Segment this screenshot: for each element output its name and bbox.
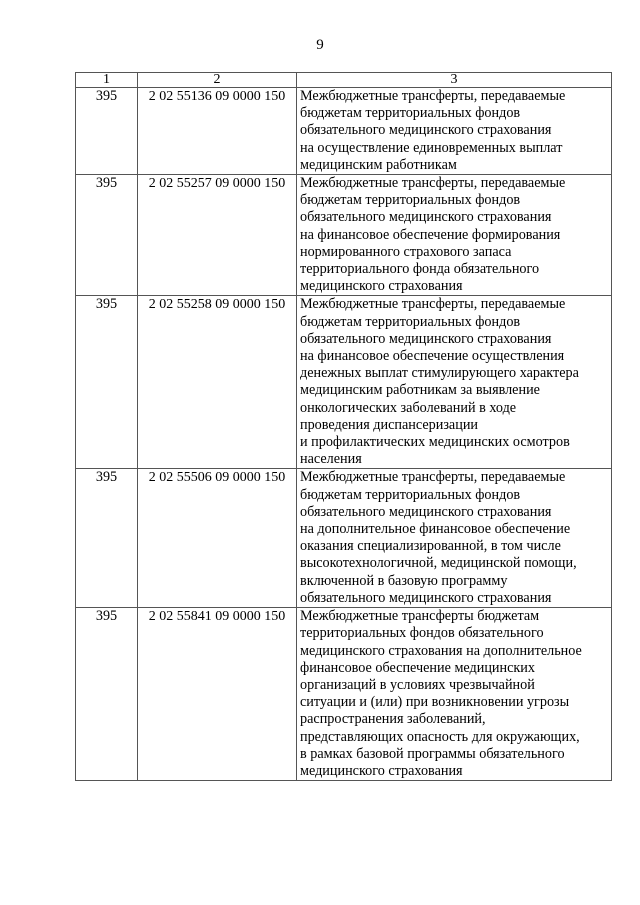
description-line: бюджетам территориальных фондов [300,105,521,122]
description-line: территориальных фондов обязательного [300,625,544,642]
admin-code-cell: 395 [76,296,138,469]
description-line: обязательного медицинского страхования [300,330,552,347]
column-header-3: 3 [297,73,612,88]
description-line: проведения диспансеризации [300,416,479,433]
description-line: обязательного медицинского страхования [300,503,552,520]
description-cell [297,175,612,296]
description-line: организаций в условиях чрезвычайной [300,676,535,693]
description-line: представляющих опасность для окружающих, [300,728,580,745]
admin-code-cell: 395 [76,469,138,608]
description-line: медицинского страхования [300,762,463,779]
table-row [76,88,612,175]
description-line: обязательного медицинского страхования [300,589,552,606]
description-line: бюджетам территориальных фондов [300,486,521,503]
description-line: медицинским работникам [300,156,457,173]
description-line: на осуществление единовременных выплат [300,139,563,156]
description-line: Межбюджетные трансферты, передаваемые [300,88,566,104]
description-line: денежных выплат стимулирующего характера [300,365,579,382]
description-line: Межбюджетные трансферты, передаваемые [300,296,566,313]
description-line: Межбюджетные трансферты, передаваемые [300,175,566,192]
table-body [76,88,612,781]
description-line: и профилактических медицинских осмотров [300,434,570,451]
description-line: оказания специализированной, в том числе [300,538,561,555]
description-line: финансовое обеспечение медицинских [300,659,535,676]
description-line: на финансовое обеспечение формирования [300,226,561,243]
description-line: на финансовое обеспечение осуществления [300,348,565,365]
budget-code-cell: 2 02 55136 09 0000 150 [138,88,297,175]
table-header-row [76,73,612,88]
description-line: Межбюджетные трансферты, передаваемые [300,469,566,486]
description-line: ситуации и (или) при возникновении угрозы [300,694,570,711]
description-line: в рамках базовой программы обязательного [300,745,565,762]
admin-code-cell: 395 [76,88,138,175]
admin-code-cell: 395 [76,608,138,781]
column-header-1: 1 [76,73,138,88]
description-line: медицинского страхования на дополнительное [300,642,582,659]
description-line: включенной в базовую программу [300,572,508,589]
admin-code-cell: 395 [76,175,138,296]
description-cell [297,469,612,608]
description-line: медицинского страхования [300,278,463,295]
budget-code-cell: 2 02 55258 09 0000 150 [138,296,297,469]
description-line: бюджетам территориальных фондов [300,192,521,209]
description-line: онкологических заболеваний в ходе [300,399,517,416]
description-cell [297,296,612,469]
budget-code-cell: 2 02 55841 09 0000 150 [138,608,297,781]
table-row [76,296,612,469]
description-cell [297,608,612,781]
page-number: 9 [316,37,324,53]
description-line: на дополнительное финансовое обеспечение [300,521,571,538]
description-cell [297,88,612,175]
table-row [76,175,612,296]
description-line: территориального фонда обязательного [300,261,540,278]
description-line: обязательного медицинского страхования [300,209,552,226]
description-line: нормированного страхового запаса [300,243,512,260]
column-header-2: 2 [138,73,297,88]
description-line: медицинским работникам за выявление [300,382,540,399]
table-row [76,469,612,608]
budget-classification-table [75,72,612,781]
table-row [76,608,612,781]
budget-code-cell: 2 02 55506 09 0000 150 [138,469,297,608]
budget-code-cell: 2 02 55257 09 0000 150 [138,175,297,296]
description-line: бюджетам территориальных фондов [300,313,521,330]
description-line: населения [300,451,362,468]
description-line: Межбюджетные трансферты бюджетам [300,608,540,625]
description-line: высокотехнологичной, медицинской помощи, [300,555,577,572]
description-line: обязательного медицинского страхования [300,122,552,139]
description-line: распространения заболеваний, [300,711,486,728]
